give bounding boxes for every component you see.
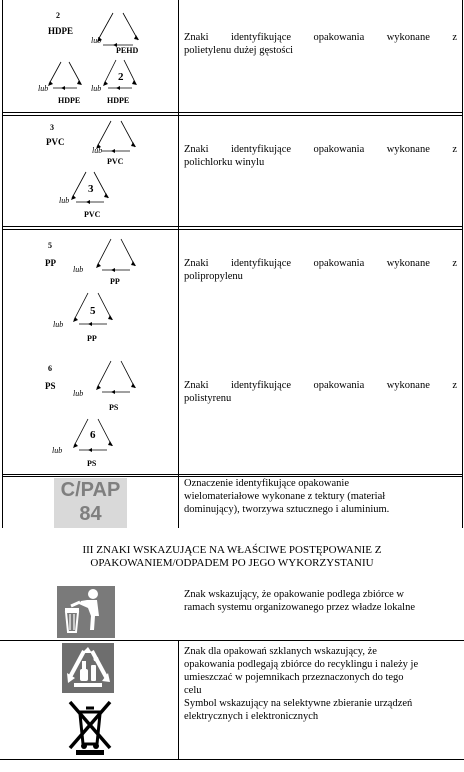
symbol-label: PVC (107, 157, 124, 166)
sign-description: Symbol wskazujący na selektywne zbieranie urządzeń (184, 698, 413, 709)
sign-description: opakowania podlegają zbiórce do recyklingu i należy je (184, 659, 419, 670)
code-number: 2 (56, 11, 60, 20)
cpap-description: Oznaczenie identyfikujące opakowanie (184, 478, 350, 489)
symbol-label: PP (110, 277, 120, 286)
symbol-label: PS (109, 403, 119, 412)
table-border-right (462, 0, 463, 528)
section-heading-line: III ZNAKI WSKAZUJĄCE NA WŁAŚCIWE POSTĘPOWANIE Z (82, 544, 382, 556)
inner-number: 3 (88, 183, 94, 195)
code-number: 3 (50, 123, 54, 132)
inner-number: 5 (90, 305, 96, 317)
description: Znaki identyfikujące opakowania wykonane z (184, 380, 457, 391)
symbol-label: HDPE (58, 96, 81, 105)
section-heading-line: OPAKOWANIEM/ODPADEM PO JEGO WYKORZYSTANIU (90, 557, 374, 569)
cpap-code-bottom: 84 (79, 503, 102, 525)
or-label: lub (53, 320, 64, 329)
description: Znaki identyfikujące opakowania wykonane z (184, 258, 457, 269)
row-divider (2, 229, 463, 230)
signs-divider (0, 640, 464, 641)
inner-number: 2 (118, 71, 124, 83)
sign-description: celu (184, 685, 202, 696)
description: polistyrenu (184, 393, 232, 404)
recycling-triangle-icon (92, 236, 140, 276)
row-divider (2, 474, 463, 475)
recycling-triangle-icon (45, 60, 85, 92)
or-label: lub (38, 84, 49, 93)
code-number: 5 (48, 241, 52, 250)
crossed-bin-icon (64, 698, 116, 756)
code-label: PS (45, 381, 56, 391)
symbol-label: PVC (84, 210, 101, 219)
cpap-description: wielomateriałowe wykonane z tektury (materiał (184, 491, 386, 502)
description: polipropylenu (184, 271, 243, 282)
description: polietylenu dużej gęstości (184, 45, 294, 56)
symbol-label: PP (87, 334, 97, 343)
table-border-left (2, 0, 3, 528)
or-label: lub (52, 446, 63, 455)
table-border-mid (178, 0, 179, 528)
or-label: lub (92, 146, 103, 155)
or-label: lub (73, 389, 84, 398)
symbol-label: PS (87, 459, 97, 468)
code-label: PP (45, 258, 56, 268)
symbol-label: PEHD (116, 46, 139, 55)
tidyman-bin-icon (57, 586, 115, 638)
signs-column-divider (178, 640, 179, 760)
sign-description: elektrycznych i elektronicznych (184, 711, 319, 722)
recycling-triangle-icon (92, 358, 140, 398)
row-divider (2, 115, 463, 116)
or-label: lub (59, 196, 70, 205)
sign-description: Znak wskazujący, że opakowanie podlega zbiórce w (184, 589, 405, 600)
code-number: 6 (48, 364, 52, 373)
inner-number: 6 (90, 429, 96, 441)
or-label: lub (91, 36, 102, 45)
section-heading (0, 544, 464, 570)
or-label: lub (91, 84, 102, 93)
code-label: PVC (46, 137, 65, 147)
description: polichlorku winylu (184, 157, 265, 168)
sign-description: ramach systemu organizowanego przez władze lokalne (184, 602, 415, 613)
symbol-label: HDPE (107, 96, 130, 105)
glass-recycling-icon (62, 643, 114, 693)
cpap-description: dominujący), tworzywa sztucznego i aluminium. (184, 504, 390, 515)
code-label: HDPE (48, 26, 74, 36)
signs-bottom-line (0, 759, 464, 760)
sign-description: Znak dla opakowań szklanych wskazujący, że (184, 646, 377, 657)
cpap-code-top: C/PAP (60, 479, 121, 501)
sign-description: umieszczać w pojemnikach przeznaczonych do tego (184, 672, 404, 683)
description: Znaki identyfikujące opakowania wykonane z (184, 144, 457, 155)
row-divider (2, 226, 463, 227)
description: Znaki identyfikujące opakowania wykonane z (184, 32, 457, 43)
or-label: lub (73, 265, 84, 274)
row-divider (2, 112, 463, 113)
